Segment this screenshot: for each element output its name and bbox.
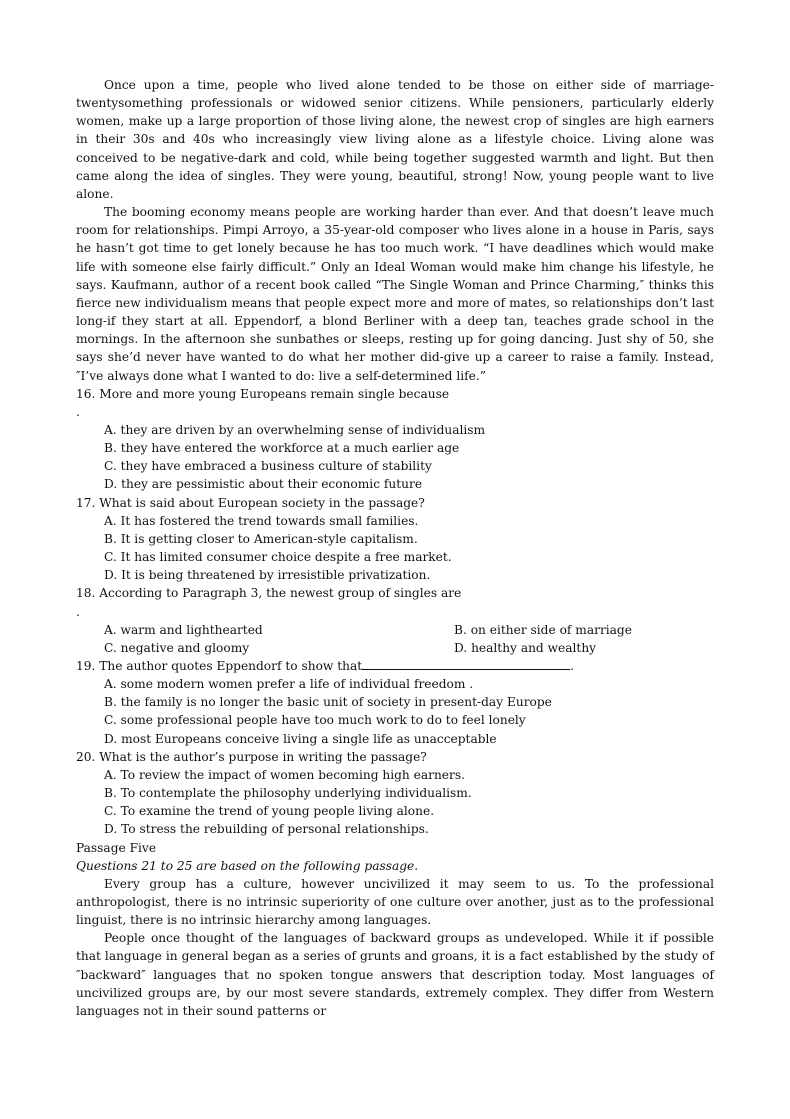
question-20-option-d[interactable]: D. To stress the rebuilding of personal relationships.	[104, 822, 429, 837]
document-page	[76, 76, 714, 1020]
question-19-option-c[interactable]: C. some professional people have too much work to do to feel lonely	[104, 713, 526, 728]
question-18-blank: .	[76, 604, 80, 619]
passage-four-paragraph-2: The booming economy means people are working harder than ever. And that doesn’t leave much room for relationships. Pimpi Arroyo, a 35-year-old composer who lives alone in a house in Paris, says he hasn’t got time to get lonely because he has too much work. “I have deadlines which would make life with someone else fairly difficult.” Only an Ideal Woman would make him change his lifestyle, he says. Kaufmann, author of a recent book called “The Single Woman and Prince Charming,″ thinks this fierce new individualism means that people expect more and more of mates, so relationships don’t last long-if they start at all. Eppendorf, a blond Berliner with a deep tan, teaches grade school in the mornings. In the afternoon she sunbathes or sleeps, resting up for going dancing. Just shy of 50, she says she’d never have wanted to do what her mother did-give up a career to raise a family. Instead, ″I’ve always done what I wanted to do: live a self-determined life.”	[76, 205, 714, 383]
question-18-option-a[interactable]: A. warm and lighthearted	[104, 622, 263, 637]
question-20-option-b[interactable]: B. To contemplate the philosophy underlying individualism.	[104, 786, 472, 801]
question-19-option-a[interactable]: A. some modern women prefer a life of individual freedom .	[104, 677, 474, 692]
question-18-option-d[interactable]: D. healthy and wealthy	[454, 640, 597, 655]
question-16-stem: 16. More and more young Europeans remain single because	[76, 386, 450, 401]
question-20-option-c[interactable]: C. To examine the trend of young people living alone.	[104, 804, 435, 819]
question-16-option-a[interactable]: A. they are driven by an overwhelming sense of individualism	[104, 422, 486, 437]
question-18-option-c[interactable]: C. negative and gloomy	[104, 640, 250, 655]
passage-four-paragraph-1: Once upon a time, people who lived alone tended to be those on either side of marriage-twentysomething professionals or widowed senior citizens. While pensioners, particularly elderly women, make up a large proportion of those living alone, the newest crop of singles are high earners in their 30s and 40s who increasingly view living alone as a lifestyle choice. Living alone was conceived to be negative-dark and cold, while being together suggested warmth and light. But then came along the idea of singles. They were young, beautiful, strong! Now, young people want to live alone.	[76, 78, 714, 201]
question-19-stem: 19. The author quotes Eppendorf to show that	[76, 658, 363, 673]
question-20-stem: 20. What is the author’s purpose in writing the passage?	[76, 749, 427, 764]
question-16-option-c[interactable]: C. they have embraced a business culture of stability	[104, 459, 432, 474]
question-16-option-d[interactable]: D. they are pessimistic about their economic future	[104, 477, 423, 492]
passage-five-title: Passage Five	[76, 840, 157, 855]
question-17-option-b[interactable]: B. It is getting closer to American-style capitalism.	[104, 531, 418, 546]
passage-five-paragraph-1: Every group has a culture, however uncivilized it may seem to us. To the professional anthropologist, there is no intrinsic superiority of one culture over another, just as to the professional linguist, there is no intrinsic hierarchy among languages.	[76, 876, 714, 928]
question-19-option-d[interactable]: D. most Europeans conceive living a single life as unacceptable	[104, 731, 497, 746]
question-16-blank: .	[76, 404, 80, 419]
question-19-stem-line	[76, 657, 714, 675]
question-18-options-row-2	[76, 639, 714, 657]
passage-five-instruction: Questions 21 to 25 are based on the following passage.	[76, 858, 419, 873]
question-17-option-a[interactable]: A. It has fostered the trend towards small families.	[104, 513, 419, 528]
question-18-option-b[interactable]: B. on either side of marriage	[454, 622, 632, 637]
question-19-stem-end: .	[570, 658, 575, 673]
question-17-option-d[interactable]: D. It is being threatened by irresistible privatization.	[104, 568, 431, 583]
question-17-stem: 17. What is said about European society in the passage?	[76, 495, 425, 510]
question-18-options-row-1	[76, 621, 714, 639]
question-16-option-b[interactable]: B. they have entered the workforce at a much earlier age	[104, 441, 460, 456]
question-17-option-c[interactable]: C. It has limited consumer choice despite a free market.	[104, 550, 452, 565]
question-19-option-b[interactable]: B. the family is no longer the basic unit of society in present-day Europe	[104, 695, 552, 710]
question-18-stem: 18. According to Paragraph 3, the newest group of singles are	[76, 586, 462, 601]
question-20-option-a[interactable]: A. To review the impact of women becoming high earners.	[104, 767, 465, 782]
passage-five-paragraph-2: People once thought of the languages of backward groups as undeveloped. While it if possible that language in general began as a series of grunts and groans, it is a fact established by the study of ″backward″ languages that no spoken tongue answers that description today. Most languages of uncivilized groups are, by our most severe standards, extremely complex. They differ from Western languages not in their sound patterns or	[76, 931, 714, 1018]
question-19-answer-blank[interactable]	[362, 657, 570, 670]
